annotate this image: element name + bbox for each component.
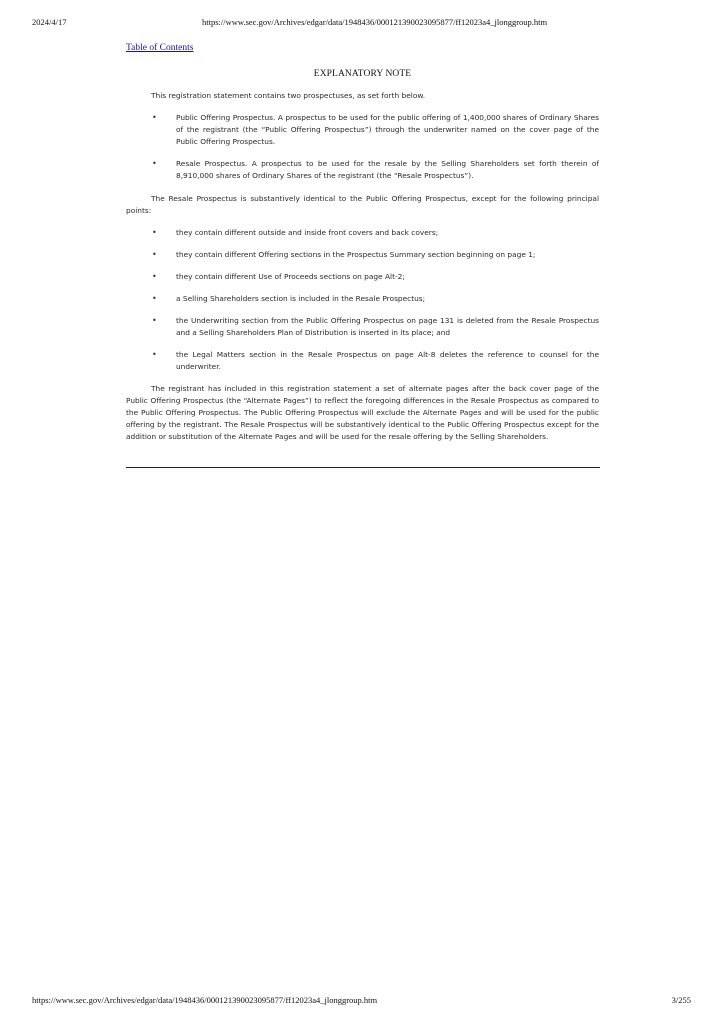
list-item [126,349,599,373]
print-footer-url: https://www.sec.gov/Archives/edgar/data/1948436/000121390023095877/ff12023a4_jlonggroup.htm [32,995,378,1005]
list-item-text: they contain different Offering sections in the Prospectus Summary section beginning on page 1; [176,250,536,259]
list-item-text: a Selling Shareholders section is included in the Resale Prospectus; [176,294,426,303]
page-title: EXPLANATORY NOTE [313,69,412,79]
bullet-icon: • [152,350,157,359]
list-item [126,249,599,261]
intro-paragraph: This registration statement contains two prospectuses, as set forth below. [151,91,426,100]
bullet-icon: • [152,228,157,237]
bullet-icon: • [152,159,157,168]
bullet-icon: • [152,272,157,281]
list-item [126,271,599,283]
list-item-text: they contain different outside and inside front covers and back covers; [176,228,439,237]
section-divider [126,467,600,468]
page-number: 3/255 [671,995,691,1005]
print-date: 2024/4/17 [32,17,67,27]
list-item [126,158,599,182]
bullet-icon: • [152,113,157,122]
bullet-icon: • [152,294,157,303]
identical-paragraph: The Resale Prospectus is substantively identical to the Public Offering Prospectus, except for the following principal points: [126,194,599,215]
list-item-text: the Underwriting section from the Public Offering Prospectus on page 131 is deleted from the Resale Prospectus and a Selling Shareholders Plan of Distribution is inserted in its place; and [176,316,599,337]
bullet-icon: • [152,250,157,259]
differences-list [126,227,599,373]
table-of-contents-link[interactable]: Table of Contents [126,43,194,53]
list-item [126,315,599,339]
bullet-icon: • [152,316,157,325]
print-header-url: https://www.sec.gov/Archives/edgar/data/1948436/000121390023095877/ff12023a4_jlonggroup.htm [202,17,548,27]
list-item-text: Public Offering Prospectus. A prospectus to be used for the public offering of 1,400,000 shares of Ordinary Shares of the registrant (the “Public Offering Prospectus”) through the underwriter named on the cover page of the Public Offering Prospectus. [176,113,599,146]
document-body [126,42,599,468]
print-header [0,17,724,29]
list-item-text: they contain different Use of Proceeds sections on page Alt-2; [176,272,405,281]
print-footer [0,995,724,1007]
list-item-text: Resale Prospectus. A prospectus to be used for the resale by the Selling Shareholders set forth therein of 8,910,000 shares of Ordinary Shares of the registrant (the “Resale Prospectus”). [176,159,599,180]
list-item-text: the Legal Matters section in the Resale Prospectus on page Alt-8 deletes the reference to counsel for the underwriter. [176,350,599,371]
list-item [126,293,599,305]
closing-paragraph: The registrant has included in this registration statement a set of alternate pages after the back cover page of the Public Offering Prospectus (the “Alternate Pages”) to reflect the foregoing differences in the Resale Prospectus as compared to the Public Offering Prospectus. The Public Offering Prospectus will exclude the Alternate Pages and will be used for the public offering by the registrant. The Resale Prospectus will be substantively identical to the Public Offering Prospectus except for the addition or substitution of the Alternate Pages and will be used for the resale offering by the Selling Shareholders. [126,384,599,441]
list-item [126,227,599,239]
list-item [126,112,599,148]
prospectus-list [126,112,599,182]
